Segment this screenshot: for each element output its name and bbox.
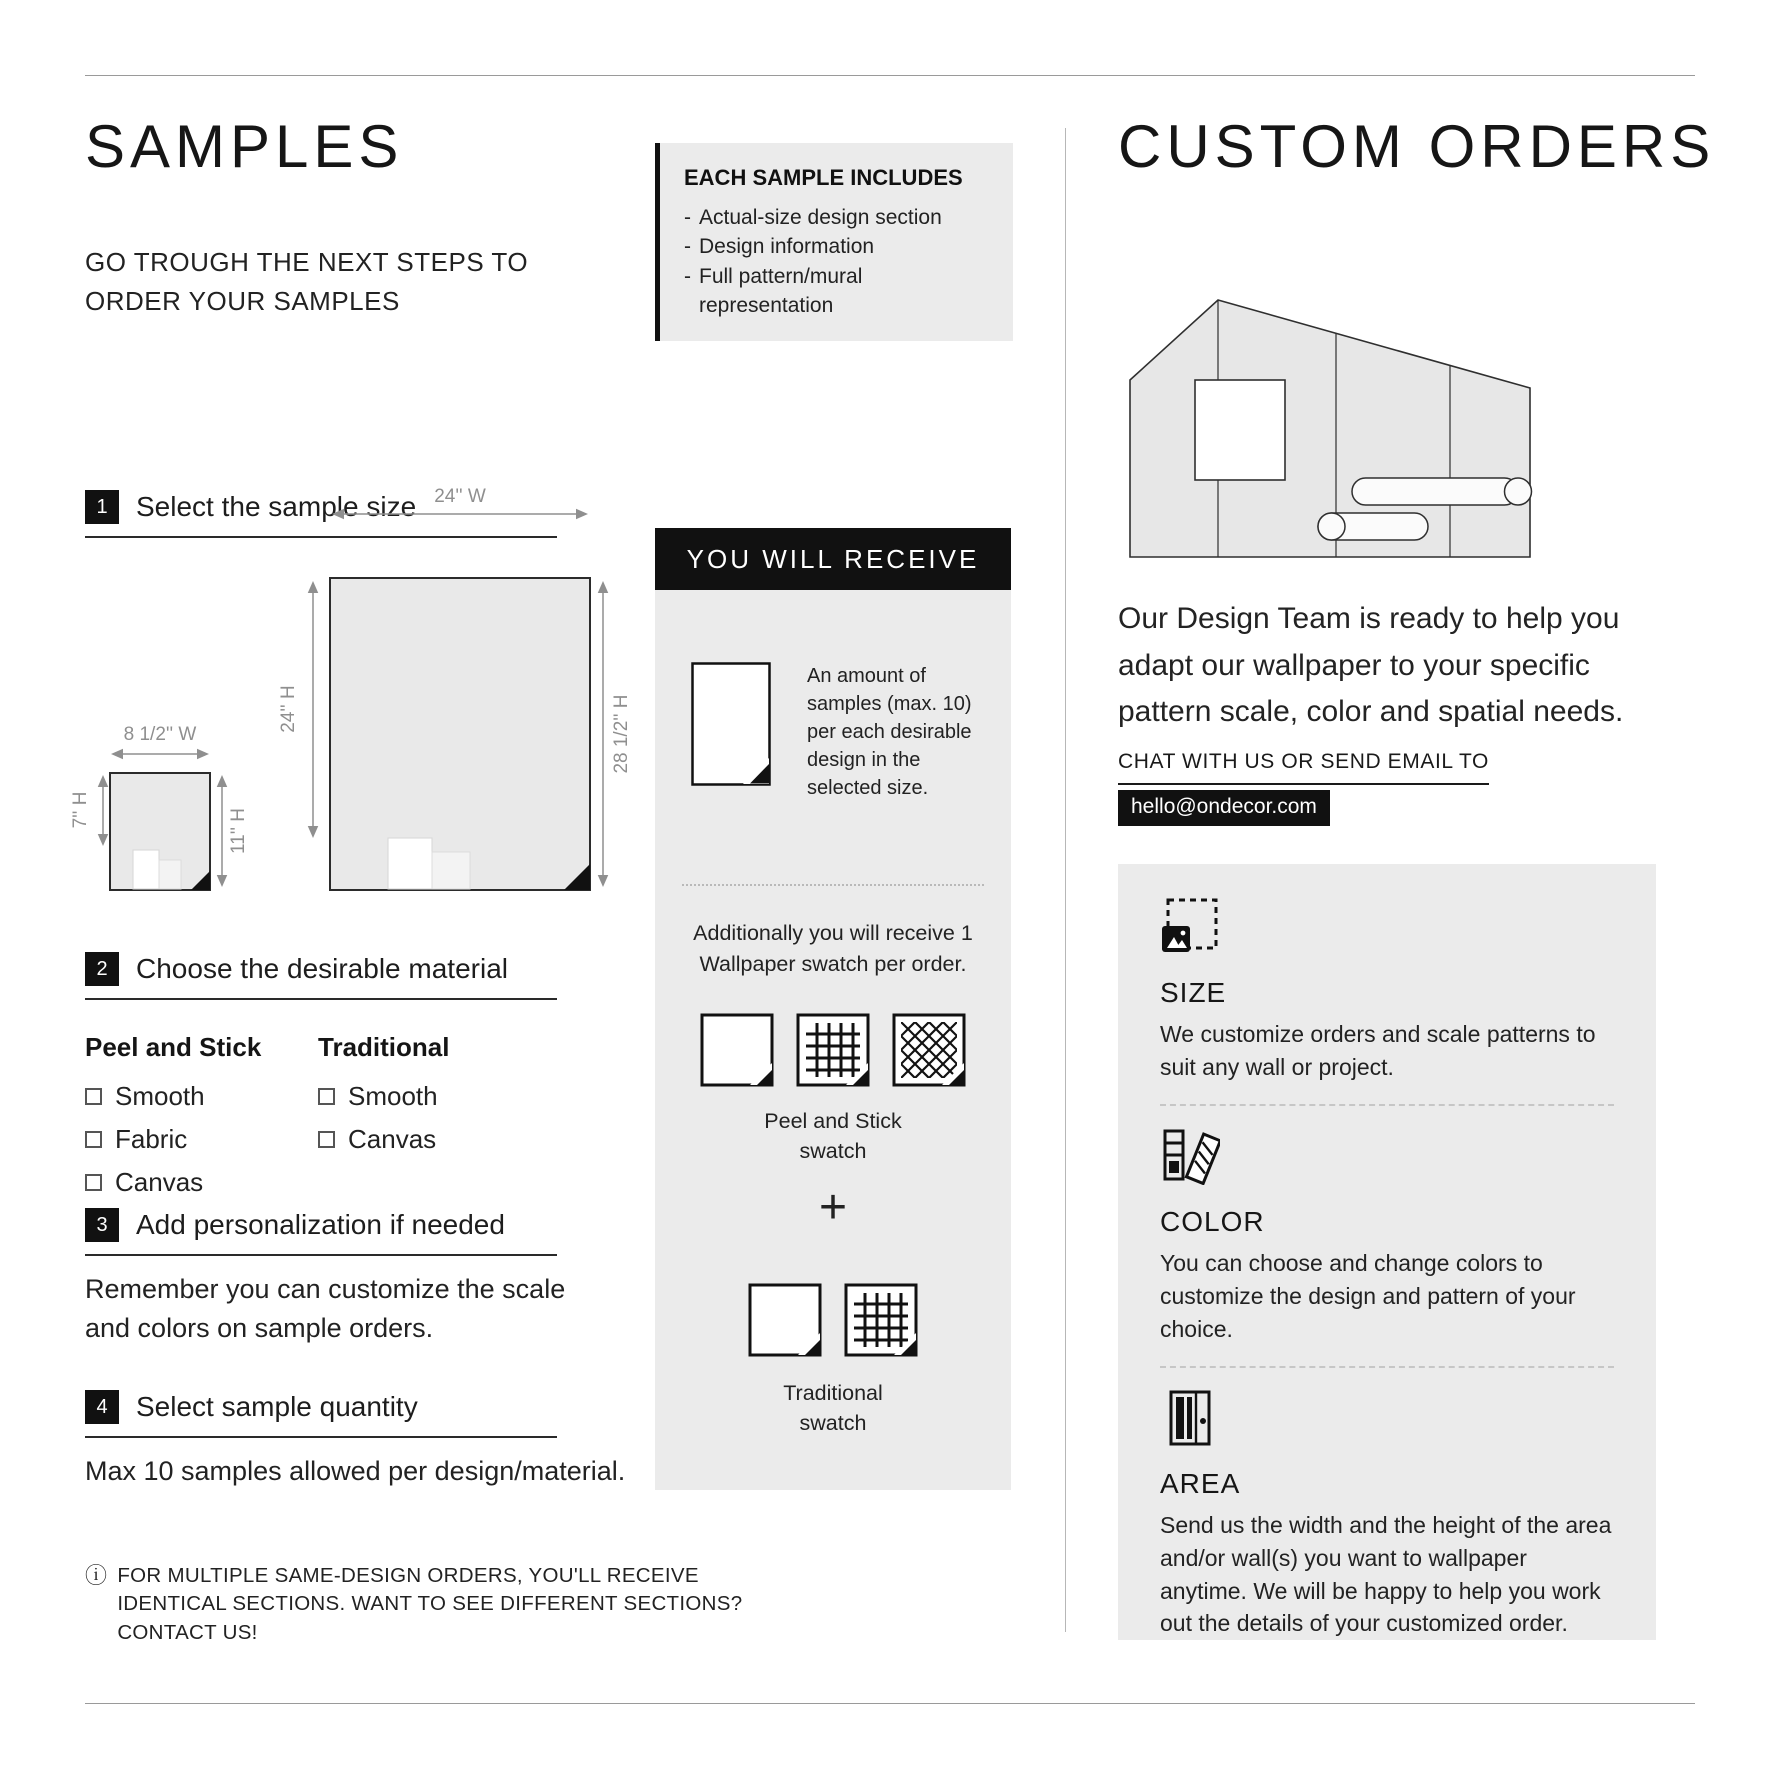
samples-intro: GO TROUGH THE NEXT STEPS TO ORDER YOUR SAMPLES <box>85 247 529 316</box>
same-design-footnote <box>85 1562 745 1647</box>
checkbox-traditional-canvas[interactable] <box>318 1131 335 1148</box>
chat-label-wrap <box>1118 750 1489 785</box>
custom-features-panel <box>1118 864 1656 1640</box>
wallpaper-roll-icon <box>1318 513 1428 540</box>
material-option: Fabric <box>85 1124 261 1155</box>
peel-swatch-label: Peel and Stick swatch <box>764 1109 902 1164</box>
step-3-header <box>85 1208 557 1256</box>
dim-label-large-total-height: 28 1/2'' H <box>611 694 632 774</box>
dashed-divider <box>1160 1366 1614 1368</box>
info-icon: ⓘ <box>85 1563 108 1588</box>
step-number-badge: 3 <box>85 1208 119 1242</box>
checkbox-peel-canvas[interactable] <box>85 1174 102 1191</box>
footnote-text: FOR MULTIPLE SAME-DESIGN ORDERS, YOU'LL RECEIVE IDENTICAL SECTIONS. WANT TO SEE DIFFERENT SECTIONS? CONTACT US! <box>117 1564 743 1644</box>
samples-amount-text: An amount of samples (max. 10) per each desirable design in the selected size. <box>807 665 972 799</box>
samples-amount-row <box>691 662 987 802</box>
step-title: Choose the desirable material <box>136 953 508 984</box>
chat-with-us-label: CHAT WITH US OR SEND EMAIL TO <box>1118 750 1489 785</box>
dim-label-small-total-height: 11'' H <box>228 808 249 854</box>
checkbox-peel-fabric[interactable] <box>85 1131 102 1148</box>
dim-label-large-height: 24'' H <box>278 685 299 733</box>
checkbox-traditional-smooth[interactable] <box>318 1088 335 1105</box>
blank-swatch-icon <box>700 1013 774 1087</box>
step-2-header <box>85 952 557 1000</box>
additional-swatch-text: Additionally you will receive 1 Wallpaper swatch per order. <box>693 921 973 977</box>
crosshatch-swatch-icon <box>892 1013 966 1087</box>
wallpaper-room-illustration <box>1118 292 1543 564</box>
material-option: Smooth <box>318 1081 449 1112</box>
design-section-swatch <box>133 850 159 889</box>
peel-swatch-row <box>655 1013 1011 1087</box>
traditional-swatch-row <box>655 1283 1011 1357</box>
includes-title: EACH SAMPLE INCLUDES <box>684 165 963 190</box>
checkbox-peel-smooth[interactable] <box>85 1088 102 1105</box>
sample-size-diagram <box>70 478 650 903</box>
bottom-rule <box>85 1703 1695 1704</box>
step-title: Select the sample size <box>136 491 417 522</box>
includes-item: - Actual-size design section <box>684 203 989 232</box>
design-team-intro: Our Design Team is ready to help you adapt our wallpaper to your specific pattern scale, color and spatial needs. <box>1118 602 1624 728</box>
dashed-divider <box>1160 1104 1614 1106</box>
design-section-swatch <box>388 838 432 889</box>
framed-sample-icon <box>1195 380 1285 480</box>
grid-swatch-icon <box>796 1013 870 1087</box>
plus-sign: + <box>818 1181 848 1234</box>
dim-label-large-width: 24'' W <box>434 486 486 507</box>
custom-orders-title: CUSTOM ORDERS <box>1118 113 1716 180</box>
design-info-swatch <box>432 852 470 889</box>
panel-header: YOU WILL RECEIVE <box>655 528 1011 590</box>
top-rule <box>85 75 1695 76</box>
step-title: Select sample quantity <box>136 1391 418 1422</box>
quantity-note: Max 10 samples allowed per design/material. <box>85 1456 626 1486</box>
step-4-header <box>85 1390 557 1438</box>
material-group-title: Peel and Stick <box>85 1032 262 1062</box>
you-will-receive-panel <box>655 528 1011 1490</box>
material-group-traditional <box>318 1032 449 1167</box>
email-badge[interactable]: hello@ondecor.com <box>1118 790 1330 826</box>
area-wall-icon <box>1160 1389 1220 1447</box>
traditional-swatch-label: Traditional swatch <box>783 1381 883 1436</box>
design-info-swatch <box>159 860 181 889</box>
wallpaper-roll-icon <box>1352 478 1532 505</box>
includes-item: - Full pattern/mural representation <box>684 262 989 321</box>
dim-label-small-height: 7'' H <box>70 791 91 829</box>
material-option: Smooth <box>85 1081 261 1112</box>
personalization-note: Remember you can customize the scale and colors on sample orders. <box>85 1274 566 1344</box>
large-sample-sheet <box>330 578 590 890</box>
bullet-dash: - <box>684 235 691 259</box>
column-divider <box>1065 128 1066 1632</box>
material-group-title: Traditional <box>318 1032 450 1062</box>
samples-title: SAMPLES <box>85 113 404 180</box>
feature-text: We customize orders and scale patterns to suit any wall or project. <box>1160 1021 1596 1080</box>
step-number-badge: 1 <box>85 490 119 524</box>
feature-title: COLOR <box>1160 1206 1265 1238</box>
includes-item: - Design information <box>684 232 989 261</box>
feature-text: You can choose and change colors to customize the design and pattern of your choice. <box>1160 1250 1576 1342</box>
size-scale-icon <box>1160 898 1220 956</box>
feature-text: Send us the width and the height of the area and/or wall(s) you want to wallpaper anytime. We will be happy to help you work out the details of your customized order. <box>1160 1512 1612 1637</box>
material-option: Canvas <box>318 1124 449 1155</box>
material-group-peel-and-stick <box>85 1032 261 1210</box>
sample-includes-box <box>655 143 1013 341</box>
grid-swatch-icon <box>844 1283 918 1357</box>
email-badge-wrap <box>1118 790 1330 826</box>
feature-title: AREA <box>1160 1468 1241 1500</box>
sample-page-icon <box>691 662 771 786</box>
color-swatches-icon <box>1160 1127 1220 1185</box>
step-title: Add personalization if needed <box>136 1209 505 1240</box>
step-number-badge: 4 <box>85 1390 119 1424</box>
material-option: Canvas <box>85 1167 261 1198</box>
step-number-badge: 2 <box>85 952 119 986</box>
bullet-dash: - <box>684 206 691 229</box>
feature-title: SIZE <box>1160 977 1227 1008</box>
bullet-dash: - <box>684 264 691 288</box>
blank-swatch-icon <box>748 1283 822 1357</box>
dim-label-small-width: 8 1/2'' W <box>123 724 197 745</box>
dotted-divider <box>682 884 984 886</box>
